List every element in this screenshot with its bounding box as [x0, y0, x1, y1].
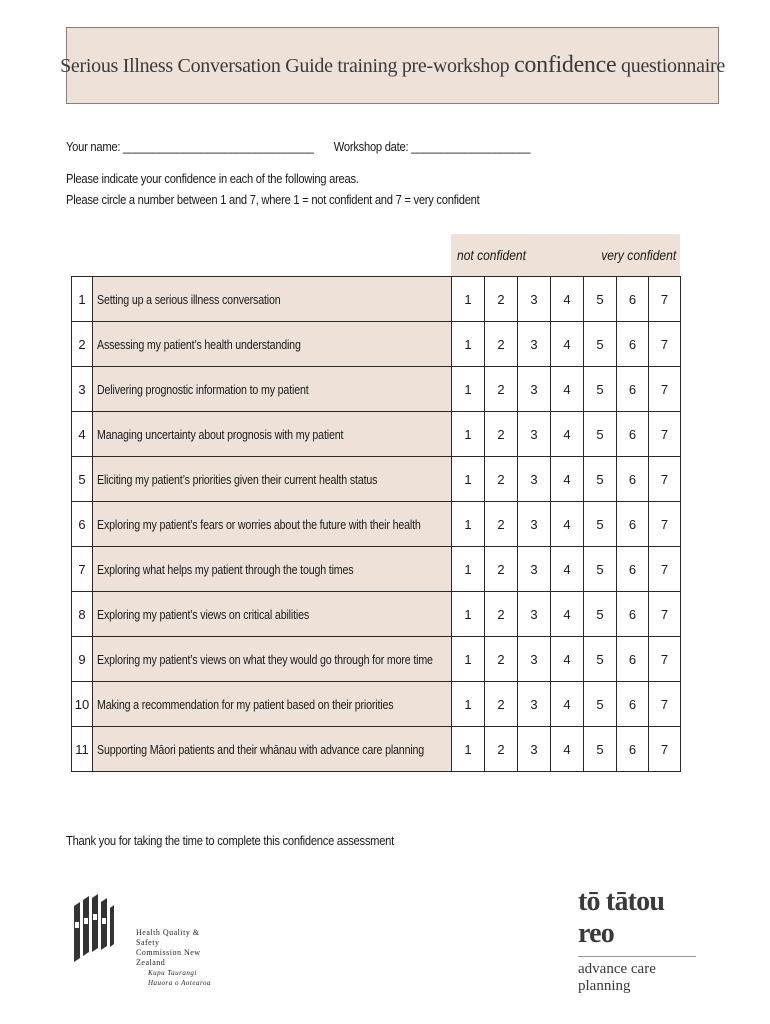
- rating-option[interactable]: 7: [649, 592, 681, 637]
- rating-option[interactable]: 5: [584, 682, 617, 727]
- rating-option[interactable]: 3: [518, 367, 551, 412]
- confidence-table: [71, 276, 681, 772]
- rating-option[interactable]: 4: [551, 412, 584, 457]
- hqsc-logo: [70, 892, 220, 987]
- name-date-row: [66, 139, 548, 154]
- item-number: 4: [72, 412, 93, 457]
- rating-option[interactable]: 6: [617, 592, 649, 637]
- rating-option[interactable]: 7: [649, 727, 681, 772]
- title-emphasis: confidence: [514, 52, 617, 78]
- item-statement: Supporting Māori patients and their whānau with advance care planning: [97, 741, 425, 757]
- rating-option[interactable]: 2: [485, 637, 518, 682]
- hqsc-maori-line: Kupu Taurangi Hauora o Aotearoa: [148, 969, 211, 987]
- acp-logo-name: tō tātou reo: [578, 886, 665, 949]
- hqsc-line-1: Health Quality & Safety: [136, 928, 200, 947]
- item-statement: Exploring my patient’s fears or worries about the future with their health: [97, 516, 421, 532]
- rating-option[interactable]: 7: [649, 682, 681, 727]
- rating-option[interactable]: 2: [485, 367, 518, 412]
- rating-option[interactable]: 3: [518, 457, 551, 502]
- rating-option[interactable]: 2: [485, 547, 518, 592]
- title-text-end: questionnaire: [621, 55, 725, 77]
- item-number: 11: [72, 727, 93, 772]
- rating-option[interactable]: 1: [452, 547, 485, 592]
- workshop-date-field[interactable]: ____________________: [411, 139, 531, 154]
- rating-option[interactable]: 2: [485, 592, 518, 637]
- rating-option[interactable]: 7: [649, 412, 681, 457]
- page-title: [60, 52, 725, 79]
- rating-option[interactable]: 5: [584, 547, 617, 592]
- item-statement-cell: [93, 457, 452, 502]
- rating-option[interactable]: 4: [551, 592, 584, 637]
- rating-option[interactable]: 6: [617, 457, 649, 502]
- building-columns-icon: [70, 892, 130, 962]
- item-statement: Exploring what helps my patient through the tough times: [97, 561, 354, 577]
- item-number: 9: [72, 637, 93, 682]
- item-number: 6: [72, 502, 93, 547]
- instruction-line-2: Please circle a number between 1 and 7, where 1 = not confident and 7 = very confident: [66, 192, 480, 207]
- rating-option[interactable]: 1: [452, 412, 485, 457]
- rating-option[interactable]: 5: [584, 727, 617, 772]
- rating-option[interactable]: 2: [485, 727, 518, 772]
- rating-option[interactable]: 1: [452, 457, 485, 502]
- rating-option[interactable]: 7: [649, 277, 681, 322]
- rating-option[interactable]: 4: [551, 637, 584, 682]
- rating-option[interactable]: 4: [551, 367, 584, 412]
- rating-option[interactable]: 2: [485, 277, 518, 322]
- scale-low-label: not confident: [457, 247, 526, 263]
- item-number: 5: [72, 457, 93, 502]
- acp-logo-tagline: advance care planning: [578, 961, 656, 994]
- rating-option[interactable]: 6: [617, 502, 649, 547]
- rating-option[interactable]: 2: [485, 322, 518, 367]
- rating-option[interactable]: 6: [617, 682, 649, 727]
- item-statement-cell: [93, 277, 452, 322]
- rating-option[interactable]: 6: [617, 727, 649, 772]
- item-statement: Making a recommendation for my patient based on their priorities: [97, 696, 394, 712]
- rating-option[interactable]: 5: [584, 502, 617, 547]
- item-statement-cell: [93, 682, 452, 727]
- workshop-date-label: Workshop date:: [333, 139, 409, 154]
- rating-option[interactable]: 2: [485, 502, 518, 547]
- item-number: 7: [72, 547, 93, 592]
- item-statement: Managing uncertainty about prognosis with my patient: [97, 426, 344, 442]
- item-number: 10: [72, 682, 93, 727]
- hqsc-logo-text: [136, 928, 220, 988]
- table-row: [72, 322, 681, 367]
- rating-option[interactable]: 4: [551, 547, 584, 592]
- table-row: [72, 637, 681, 682]
- rating-option[interactable]: 1: [452, 277, 485, 322]
- rating-option[interactable]: 4: [551, 682, 584, 727]
- table-row: [72, 367, 681, 412]
- rating-option[interactable]: 1: [452, 727, 485, 772]
- rating-option[interactable]: 2: [485, 457, 518, 502]
- rating-option[interactable]: 7: [649, 457, 681, 502]
- rating-option[interactable]: 4: [551, 727, 584, 772]
- name-field[interactable]: ________________________________: [123, 139, 314, 154]
- rating-option[interactable]: 3: [518, 592, 551, 637]
- rating-option[interactable]: 1: [452, 502, 485, 547]
- rating-option[interactable]: 3: [518, 727, 551, 772]
- rating-option[interactable]: 5: [584, 277, 617, 322]
- item-statement-cell: [93, 412, 452, 457]
- table-row: [72, 412, 681, 457]
- rating-option[interactable]: 5: [584, 637, 617, 682]
- scale-header: [451, 234, 680, 276]
- rating-option[interactable]: 6: [617, 547, 649, 592]
- table-row: [72, 592, 681, 637]
- rating-option[interactable]: 5: [584, 592, 617, 637]
- rating-option[interactable]: 1: [452, 682, 485, 727]
- rating-option[interactable]: 3: [518, 502, 551, 547]
- rating-option[interactable]: 3: [518, 322, 551, 367]
- closing-text: Thank you for taking the time to complete this confidence assessment: [66, 833, 394, 848]
- table-row: [72, 457, 681, 502]
- rating-option[interactable]: 6: [617, 412, 649, 457]
- title-box: [60, 27, 725, 104]
- rating-option[interactable]: 5: [584, 412, 617, 457]
- rating-option[interactable]: 7: [649, 547, 681, 592]
- rating-option[interactable]: 5: [584, 457, 617, 502]
- rating-option[interactable]: 1: [452, 637, 485, 682]
- rating-option[interactable]: 1: [452, 592, 485, 637]
- rating-option[interactable]: 3: [518, 412, 551, 457]
- item-statement-cell: [93, 727, 452, 772]
- rating-option[interactable]: 4: [551, 502, 584, 547]
- item-number: 8: [72, 592, 93, 637]
- rating-option[interactable]: 4: [551, 277, 584, 322]
- rating-option[interactable]: 2: [485, 682, 518, 727]
- item-statement-cell: [93, 367, 452, 412]
- rating-option[interactable]: 1: [452, 322, 485, 367]
- item-number: 1: [72, 277, 93, 322]
- rating-option[interactable]: 6: [617, 322, 649, 367]
- table-row: [72, 502, 681, 547]
- item-statement: Exploring my patient’s views on critical abilities: [97, 606, 310, 622]
- rating-option[interactable]: 6: [617, 367, 649, 412]
- rating-option[interactable]: 5: [584, 322, 617, 367]
- table-row: [72, 547, 681, 592]
- rating-option[interactable]: 5: [584, 367, 617, 412]
- rating-option[interactable]: 3: [518, 637, 551, 682]
- item-number: 2: [72, 322, 93, 367]
- item-statement-cell: [93, 502, 452, 547]
- instruction-line-1: Please indicate your confidence in each of the following areas.: [66, 171, 359, 186]
- title-text: Serious Illness Conversation Guide training pre-workshop: [60, 55, 510, 77]
- rating-option[interactable]: 3: [518, 277, 551, 322]
- name-label: Your name:: [66, 139, 121, 154]
- item-statement-cell: [93, 322, 452, 367]
- confidence-table-body: [72, 277, 681, 772]
- rating-option[interactable]: 3: [518, 682, 551, 727]
- table-row: [72, 727, 681, 772]
- item-statement-cell: [93, 547, 452, 592]
- rating-option[interactable]: 7: [649, 502, 681, 547]
- table-row: [72, 682, 681, 727]
- rating-option[interactable]: 6: [617, 277, 649, 322]
- item-number: 3: [72, 367, 93, 412]
- rating-option[interactable]: 7: [649, 637, 681, 682]
- item-statement: Setting up a serious illness conversation: [97, 291, 281, 307]
- hqsc-line-2: Commission New Zealand: [136, 948, 201, 967]
- rating-option[interactable]: 4: [551, 322, 584, 367]
- acp-logo-divider: [578, 956, 696, 957]
- rating-option[interactable]: 7: [649, 367, 681, 412]
- table-row: [72, 277, 681, 322]
- rating-option[interactable]: 4: [551, 457, 584, 502]
- item-statement: Delivering prognostic information to my patient: [97, 381, 309, 397]
- rating-option[interactable]: 1: [452, 367, 485, 412]
- item-statement: Assessing my patient’s health understanding: [97, 336, 301, 352]
- item-statement-cell: [93, 592, 452, 637]
- rating-option[interactable]: 7: [649, 322, 681, 367]
- rating-option[interactable]: 3: [518, 547, 551, 592]
- item-statement: Eliciting my patient’s priorities given their current health status: [97, 471, 378, 487]
- rating-option[interactable]: 6: [617, 637, 649, 682]
- item-statement-cell: [93, 637, 452, 682]
- rating-option[interactable]: 2: [485, 412, 518, 457]
- item-statement: Exploring my patient’s views on what they would go through for more time: [97, 651, 433, 667]
- acp-logo: [578, 886, 698, 995]
- scale-high-label: very confident: [601, 247, 676, 263]
